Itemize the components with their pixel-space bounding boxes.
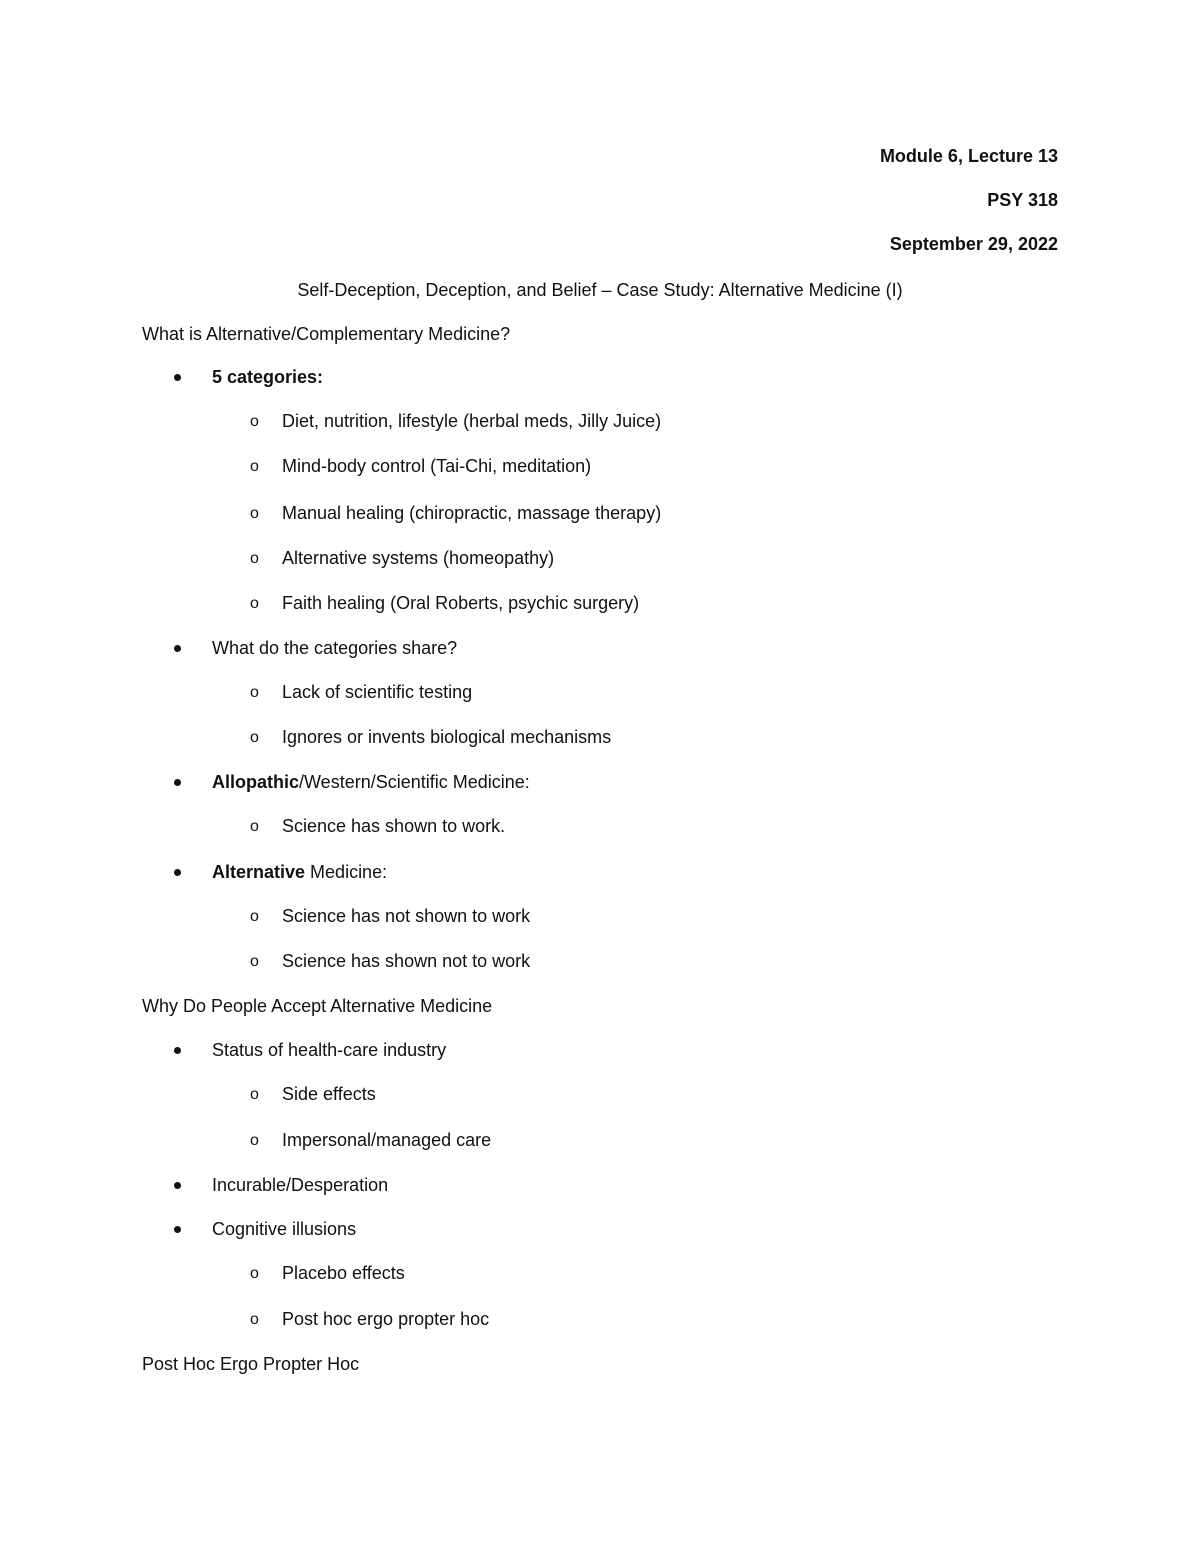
- sub-list-item: Manual healing (chiropractic, massage therapy): [282, 503, 662, 523]
- bullet-icon: [174, 1182, 181, 1189]
- sub-list-item: Side effects: [282, 1084, 376, 1104]
- list-item-text: /Western/Scientific Medicine:: [299, 772, 530, 792]
- section-heading: Why Do People Accept Alternative Medicine: [142, 996, 493, 1016]
- sub-bullet-icon: o: [250, 818, 259, 835]
- sub-list-item: Placebo effects: [282, 1263, 405, 1283]
- list-item: Status of health-care industry: [212, 1040, 447, 1060]
- sub-bullet-icon: o: [250, 595, 259, 612]
- sub-list-item: Science has shown not to work: [282, 951, 531, 971]
- sub-list-item: Ignores or invents biological mechanisms: [282, 727, 612, 747]
- list-item: What do the categories share?: [212, 638, 458, 658]
- section-heading: What is Alternative/Complementary Medicine?: [142, 324, 511, 344]
- sub-bullet-icon: o: [250, 413, 259, 430]
- bullet-icon: [174, 1226, 181, 1233]
- sub-list-item: Mind-body control (Tai-Chi, meditation): [282, 456, 592, 476]
- list-item: Cognitive illusions: [212, 1219, 357, 1239]
- sub-bullet-icon: o: [250, 953, 259, 970]
- sub-bullet-icon: o: [250, 1265, 259, 1282]
- bullet-icon: [174, 779, 181, 786]
- list-item: [212, 861, 387, 883]
- sub-list-item: Faith healing (Oral Roberts, psychic surgery): [282, 593, 640, 613]
- sub-list-item: Science has shown to work.: [282, 816, 506, 836]
- list-item: Incurable/Desperation: [212, 1175, 389, 1195]
- sub-bullet-icon: o: [250, 550, 259, 567]
- sub-list-item: Science has not shown to work: [282, 906, 531, 926]
- sub-list-item: Diet, nutrition, lifestyle (herbal meds, Jilly Juice): [282, 411, 662, 431]
- sub-list-item: Post hoc ergo propter hoc: [282, 1309, 490, 1329]
- sub-list-item: Impersonal/managed care: [282, 1130, 492, 1150]
- list-item: 5 categories:: [212, 367, 324, 387]
- sub-list-item: Lack of scientific testing: [282, 682, 473, 702]
- sub-bullet-icon: o: [250, 729, 259, 746]
- bullet-icon: [174, 1047, 181, 1054]
- list-item: [212, 771, 530, 793]
- sub-bullet-icon: o: [250, 505, 259, 522]
- bullet-icon: [174, 645, 181, 652]
- module-lecture-label: Module 6, Lecture 13: [879, 146, 1058, 166]
- course-code: PSY 318: [987, 190, 1058, 210]
- sub-bullet-icon: o: [250, 684, 259, 701]
- list-item-text: Medicine:: [305, 862, 388, 882]
- document-title: Self-Deception, Deception, and Belief – Case Study: Alternative Medicine (I): [297, 280, 903, 300]
- lecture-date: September 29, 2022: [889, 234, 1058, 254]
- section-heading: Post Hoc Ergo Propter Hoc: [142, 1354, 360, 1374]
- sub-bullet-icon: o: [250, 1086, 259, 1103]
- sub-bullet-icon: o: [250, 1311, 259, 1328]
- bullet-icon: [174, 374, 181, 381]
- list-item-emphasis: Alternative: [212, 862, 306, 882]
- list-item-emphasis: Allopathic: [212, 772, 300, 792]
- sub-bullet-icon: o: [250, 1132, 259, 1149]
- sub-bullet-icon: o: [250, 908, 259, 925]
- bullet-icon: [174, 869, 181, 876]
- sub-bullet-icon: o: [250, 458, 259, 475]
- sub-list-item: Alternative systems (homeopathy): [282, 548, 555, 568]
